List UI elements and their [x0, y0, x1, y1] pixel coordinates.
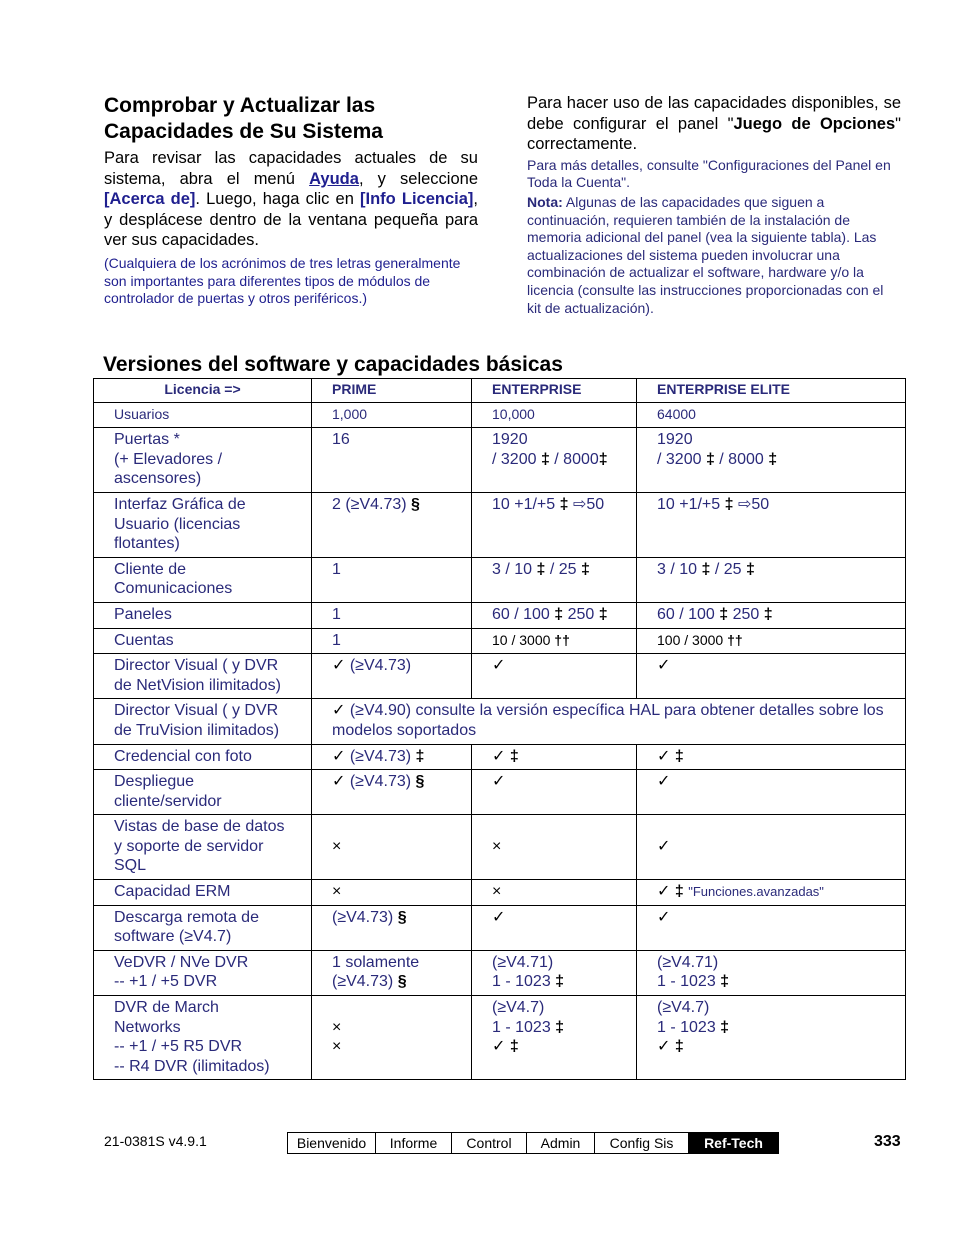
- cell: [637, 492, 906, 557]
- row-label: [94, 699, 312, 744]
- row-label: [94, 815, 312, 880]
- nav-tab-bienvenido[interactable]: Bienvenido: [288, 1133, 376, 1153]
- intro-paragraph: [104, 148, 478, 251]
- text: / 8000: [549, 450, 599, 468]
- text: 10 +1/+5: [492, 495, 560, 513]
- text: 3 / 10: [657, 560, 702, 578]
- cell: [472, 770, 637, 815]
- ddagger-icon: ‡: [768, 450, 778, 468]
- text: 60 / 100: [657, 605, 720, 623]
- text: 1 - 1023: [492, 1018, 556, 1036]
- text: -- +1 / +5 DVR: [114, 973, 218, 991]
- ddagger-icon: ‡: [674, 1038, 684, 1056]
- header-enterprise-elite: ENTERPRISE ELITE: [637, 379, 906, 403]
- section-icon: §: [415, 773, 425, 791]
- check-icon: ✓: [332, 773, 346, 791]
- table-row: [94, 996, 906, 1080]
- check-icon: ✓: [657, 883, 671, 901]
- cell: [637, 880, 906, 906]
- row-label: [94, 950, 312, 995]
- text: 1 solamente: [332, 953, 420, 971]
- cell: [472, 905, 637, 950]
- text: 1920: [657, 431, 693, 449]
- text: 1920: [492, 431, 528, 449]
- footer-nav: [287, 1132, 779, 1154]
- table-row: [94, 880, 906, 906]
- table-row: [94, 492, 906, 557]
- text: Puertas *: [114, 431, 180, 449]
- text: (≥V4.71): [657, 953, 719, 971]
- text: -- R4 DVR (ilimitados): [114, 1057, 270, 1075]
- cross-icon: ×: [492, 883, 502, 901]
- ddagger-icon: ‡: [509, 747, 519, 765]
- text: 2 (≥V4.73): [332, 495, 412, 513]
- check-icon: ✓: [657, 908, 671, 926]
- arrow-icon: ⇨: [737, 495, 752, 513]
- check-icon: ✓: [657, 1038, 671, 1056]
- text: 250: [728, 605, 764, 623]
- cell: [312, 996, 472, 1080]
- page-number: 333: [874, 1133, 901, 1150]
- text: / 8000: [714, 450, 769, 468]
- section-heading: Comprobar y Actualizar las Capacidades de Su Sistema: [104, 94, 383, 143]
- text: Director Visual ( y DVR: [114, 657, 279, 675]
- row-label: [94, 770, 312, 815]
- text: -- +1 / +5 R5 DVR: [114, 1038, 243, 1056]
- ddagger-icon: ‡: [701, 560, 711, 578]
- note-text: Algunas de las capacidades que siguen a continuación, requieren también de la instalación de memoria adicional del panel (vea la siguiente tabla). Las actualizaciones del sistema pueden involucrar una combinación de actualizar el software, hardware y/o la licencia (consulte las instrucciones proporcionadas con el kit de actualización).: [527, 193, 884, 316]
- row-label: [94, 428, 312, 493]
- cell: [472, 744, 637, 770]
- nav-tab-admin[interactable]: Admin: [527, 1133, 595, 1153]
- cell: [312, 770, 472, 815]
- ddagger-icon: ‡: [559, 495, 569, 513]
- cell: 1: [312, 602, 472, 628]
- text: Cliente de: [114, 560, 187, 578]
- cell: [472, 602, 637, 628]
- text: (≥V4.73): [332, 908, 398, 926]
- section-icon: §: [397, 908, 407, 926]
- row-label: [94, 905, 312, 950]
- cell: [472, 628, 637, 654]
- ddagger-icon: ‡: [719, 605, 729, 623]
- text: (≥V4.71): [492, 953, 554, 971]
- document-id: 21-0381S v4.9.1: [104, 1133, 207, 1149]
- text: Networks: [114, 1018, 181, 1036]
- cell: 1,000: [312, 402, 472, 428]
- ddagger-icon: ‡: [540, 450, 550, 468]
- check-icon: ✓: [657, 837, 671, 855]
- text: Interfaz Gráfica de: [114, 495, 246, 513]
- cell: [637, 996, 906, 1080]
- text: (≥V4.73): [345, 773, 416, 791]
- table-row: [94, 654, 906, 699]
- cell: [312, 492, 472, 557]
- text: (+ Elevadores /: [114, 450, 223, 468]
- cross-icon: ×: [492, 837, 502, 855]
- ddagger-icon: ‡: [763, 605, 773, 623]
- ddagger-icon: ‡: [705, 450, 715, 468]
- text: , y desplácese dentro de la ventana pequeña para ver sus capacidades.: [104, 190, 478, 250]
- cell: [472, 557, 637, 602]
- table-heading: Versiones del software y capacidades básicas: [103, 353, 563, 376]
- ddagger-icon: ‡: [674, 747, 684, 765]
- text: / 25: [710, 560, 746, 578]
- ddagger-icon: ‡: [724, 495, 734, 513]
- text: Director Visual ( y DVR: [114, 702, 279, 720]
- ddagger-icon: ‡: [580, 560, 590, 578]
- text: Despliegue: [114, 773, 195, 791]
- capabilities-table: [93, 378, 906, 1080]
- header-enterprise: ENTERPRISE: [472, 379, 637, 403]
- cross-icon: ×: [332, 837, 342, 855]
- cross-icon: ×: [332, 1038, 342, 1056]
- cross-icon: ×: [332, 883, 342, 901]
- text: 50: [586, 495, 605, 513]
- row-label: Usuarios: [94, 402, 312, 428]
- ddagger-icon: ‡: [415, 747, 425, 765]
- cell: [637, 628, 906, 654]
- cross-icon: ×: [332, 1018, 342, 1036]
- table-header-row: [94, 379, 906, 403]
- right-column: [527, 93, 901, 317]
- double-dagger-icon: ††: [554, 631, 570, 648]
- ddagger-icon: ‡: [555, 1018, 565, 1036]
- cell: 16: [312, 428, 472, 493]
- check-icon: ✓: [492, 908, 506, 926]
- text: (≥V4.7): [492, 999, 545, 1017]
- cell: [312, 815, 472, 880]
- table-row: [94, 905, 906, 950]
- row-label: Paneles: [94, 602, 312, 628]
- nav-tab-config-sis[interactable]: Config Sis: [595, 1133, 689, 1153]
- text: / 25: [545, 560, 581, 578]
- juego-opciones-ref: Juego de Opciones: [733, 114, 896, 133]
- check-icon: ✓: [492, 773, 506, 791]
- cell: [637, 905, 906, 950]
- table-row: [94, 557, 906, 602]
- text: "Funciones.avanzadas": [688, 884, 824, 900]
- text: (≥V4.7): [657, 999, 710, 1017]
- text: " correctamente.: [527, 114, 901, 154]
- text: 10 +1/+5: [657, 495, 725, 513]
- cell: [637, 950, 906, 995]
- text: 1 - 1023: [657, 973, 721, 991]
- arrow-icon: ⇨: [572, 495, 587, 513]
- table-row: [94, 770, 906, 815]
- table-row: [94, 602, 906, 628]
- ddagger-icon: ‡: [598, 605, 608, 623]
- nav-tab-informe[interactable]: Informe: [376, 1133, 452, 1153]
- section-icon: §: [411, 495, 420, 513]
- text: cliente/servidor: [114, 792, 222, 810]
- text: (≥V4.73): [345, 657, 412, 675]
- ddagger-icon: ‡: [745, 560, 755, 578]
- text: 100 / 3000: [657, 631, 728, 648]
- text: (≥V4.73): [345, 747, 416, 765]
- check-icon: ✓: [657, 773, 671, 791]
- text: flotantes): [114, 535, 180, 553]
- text: 250: [563, 605, 599, 623]
- text: Vistas de base de datos: [114, 818, 285, 836]
- check-icon: ✓: [492, 747, 506, 765]
- check-icon: ✓: [332, 657, 346, 675]
- cell: [312, 880, 472, 906]
- text: Para revisar las capacidades actuales de su sistema, abra el menú: [104, 149, 478, 188]
- cell: [472, 428, 637, 493]
- options-paragraph: [527, 93, 901, 155]
- header-license: Licencia =>: [94, 379, 312, 403]
- table-row: [94, 950, 906, 995]
- ddagger-icon: ‡: [554, 605, 564, 623]
- merged-cell: [312, 699, 906, 744]
- left-column: [104, 93, 478, 308]
- text: 60 / 100: [492, 605, 555, 623]
- text: . Luego, haga clic en: [195, 190, 361, 209]
- cell: 1: [312, 628, 472, 654]
- table-row: [94, 699, 906, 744]
- text: Para hacer uso de las capacidades disponibles, se debe configurar el panel ": [527, 94, 901, 133]
- cell: 64000: [637, 402, 906, 428]
- ayuda-link[interactable]: Ayuda: [309, 169, 359, 188]
- table-row: [94, 628, 906, 654]
- text: 1 - 1023: [492, 973, 556, 991]
- nav-tab-ref-tech[interactable]: Ref-Tech: [689, 1133, 778, 1153]
- text: 10 / 3000: [492, 631, 555, 648]
- text: Usuario (licencias: [114, 515, 241, 533]
- memory-note: [527, 194, 901, 317]
- cell: [312, 744, 472, 770]
- cell: [472, 880, 637, 906]
- text: software (≥V4.7): [114, 928, 232, 946]
- nav-tab-control[interactable]: Control: [452, 1133, 527, 1153]
- note-label: Nota:: [527, 193, 563, 210]
- text: / 3200: [492, 450, 541, 468]
- ddagger-icon: ‡: [720, 973, 730, 991]
- acerca-de-ref: [Acerca de]: [104, 190, 196, 209]
- text: DVR de March: [114, 999, 219, 1017]
- text: de NetVision ilimitados): [114, 676, 281, 694]
- text: / 3200: [657, 450, 706, 468]
- details-note: Para más detalles, consulte "Configuraciones del Panel en Toda la Cuenta".: [527, 156, 891, 191]
- cell: [472, 815, 637, 880]
- text: 50: [751, 495, 770, 513]
- table-row: [94, 402, 906, 428]
- text: SQL: [114, 857, 147, 875]
- cell: [472, 950, 637, 995]
- check-icon: ✓: [492, 657, 506, 675]
- check-icon: ✓: [492, 1038, 506, 1056]
- cell: [637, 744, 906, 770]
- table-row: [94, 428, 906, 493]
- row-label: [94, 492, 312, 557]
- row-label: Cuentas: [94, 628, 312, 654]
- info-licencia-ref: [Info Licencia]: [360, 190, 474, 209]
- ddagger-icon: ‡: [598, 450, 608, 468]
- text: ascensores): [114, 470, 202, 488]
- text: 3 / 10: [492, 560, 537, 578]
- row-label: Credencial con foto: [94, 744, 312, 770]
- row-label: Capacidad ERM: [94, 880, 312, 906]
- cell: [637, 602, 906, 628]
- table-row: [94, 815, 906, 880]
- check-icon: ✓: [332, 747, 346, 765]
- check-icon: ✓: [332, 702, 346, 720]
- cell: [472, 996, 637, 1080]
- header-prime: PRIME: [312, 379, 472, 403]
- cell: [312, 654, 472, 699]
- table-row: [94, 744, 906, 770]
- ddagger-icon: ‡: [720, 1018, 730, 1036]
- ddagger-icon: ‡: [555, 973, 565, 991]
- text: , y seleccione: [358, 169, 478, 188]
- cell: 1: [312, 557, 472, 602]
- ddagger-icon: ‡: [509, 1038, 519, 1056]
- text: 1 - 1023: [657, 1018, 721, 1036]
- section-icon: §: [397, 973, 407, 991]
- check-icon: ✓: [657, 657, 671, 675]
- row-label: [94, 654, 312, 699]
- cell: [472, 492, 637, 557]
- acronym-note: (Cualquiera de los acrónimos de tres letras generalmente son importantes para diferentes tipos de módulos de controlador de puertas y otros periféricos.): [104, 254, 461, 307]
- cell: [637, 557, 906, 602]
- text: Descarga remota de: [114, 908, 259, 926]
- ddagger-icon: ‡: [674, 883, 684, 901]
- text: y soporte de servidor: [114, 837, 264, 855]
- text: de TruVision ilimitados): [114, 721, 280, 739]
- row-label: [94, 996, 312, 1080]
- text: (≥V4.90) consulte la versión específica HAL para obtener detalles sobre los modelos soportados: [332, 702, 884, 739]
- row-label: [94, 557, 312, 602]
- text: Comunicaciones: [114, 580, 233, 598]
- ddagger-icon: ‡: [536, 560, 546, 578]
- cell: [312, 950, 472, 995]
- cell: 10,000: [472, 402, 637, 428]
- cell: [637, 428, 906, 493]
- text: (≥V4.73): [332, 973, 398, 991]
- text: VeDVR / NVe DVR: [114, 953, 249, 971]
- cell: [312, 905, 472, 950]
- double-dagger-icon: ††: [727, 631, 743, 648]
- cell: [637, 815, 906, 880]
- cell: [637, 654, 906, 699]
- cell: [637, 770, 906, 815]
- check-icon: ✓: [657, 747, 671, 765]
- cell: [472, 654, 637, 699]
